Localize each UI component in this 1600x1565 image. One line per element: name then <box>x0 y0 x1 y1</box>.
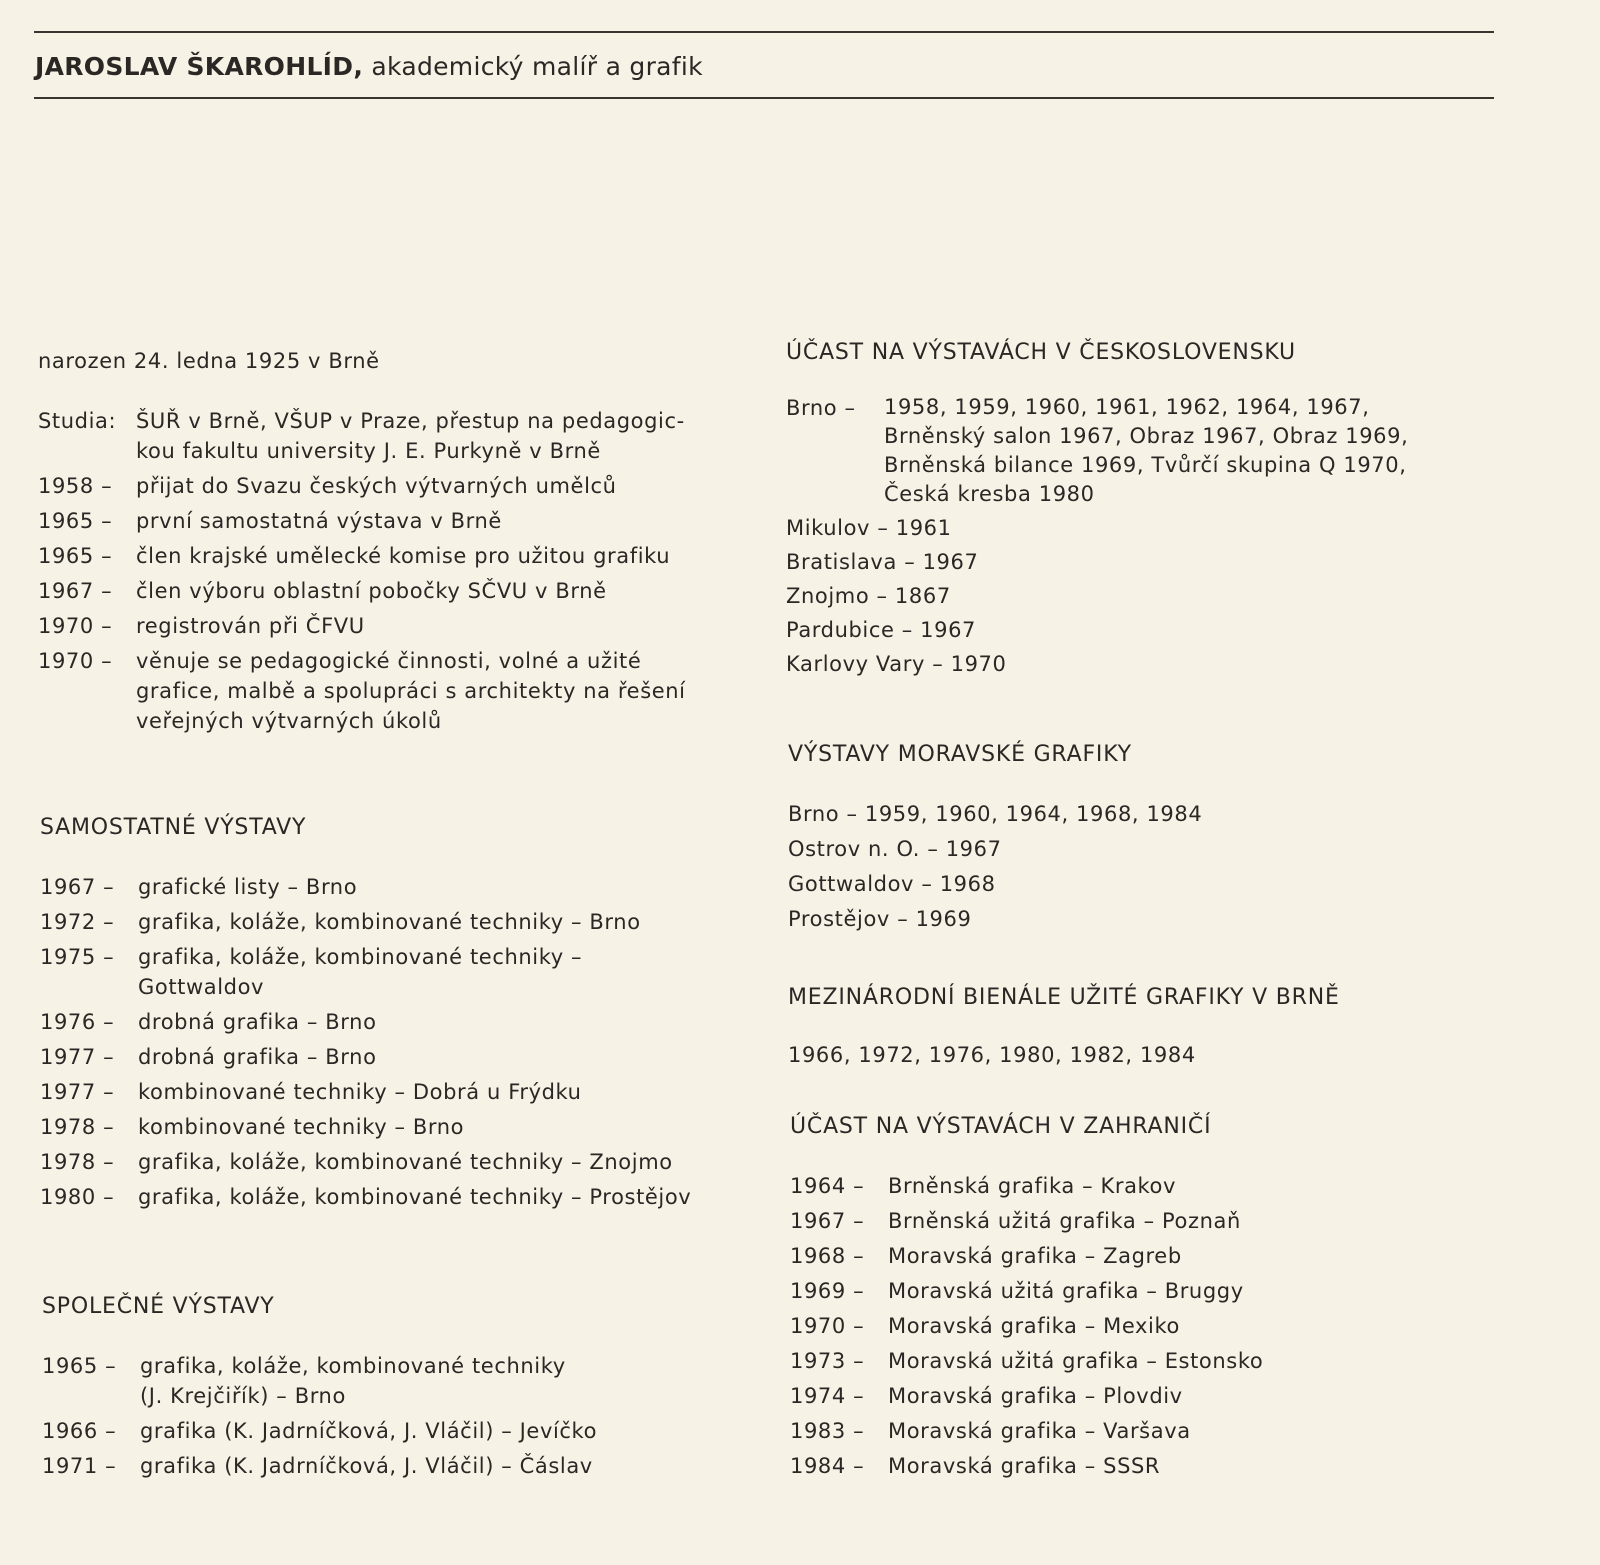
entry-list <box>786 393 1408 679</box>
entry-text <box>788 869 996 899</box>
entry-line: Brněnský salon 1967, Obraz 1967, Obraz 1969, <box>884 424 1409 448</box>
entry-list <box>788 799 1202 934</box>
entry-line: Moravská užitá grafika – Estonsko <box>888 1349 1264 1373</box>
entry-text <box>138 1147 673 1177</box>
entry-line: grafice, malbě a spolupráci s architekty na řešení <box>136 679 686 703</box>
entry-line: Moravská grafika – Plovdiv <box>888 1384 1183 1408</box>
entry-text <box>788 834 1002 864</box>
entry-year: 1970 – <box>38 649 113 673</box>
list-item <box>40 1077 691 1107</box>
list-item <box>40 872 691 902</box>
list-item <box>790 1276 1263 1306</box>
entry-year: 1966 – <box>42 1419 117 1443</box>
entry-line: grafika (K. Jadrníčková, J. Vláčil) – Čáslav <box>140 1454 593 1478</box>
studies-label: Studia: <box>38 409 117 433</box>
entry-text <box>786 616 976 645</box>
list-item <box>790 1381 1263 1411</box>
entry-text <box>888 1311 1180 1341</box>
entry-text <box>136 611 365 641</box>
list-item <box>786 514 1408 543</box>
section-heading: SPOLEČNÉ VÝSTAVY <box>42 1294 275 1319</box>
bio-section <box>38 346 686 741</box>
entry-text <box>136 646 686 736</box>
entry-text <box>888 1381 1183 1411</box>
entry-line: Moravská grafika – Zagreb <box>888 1244 1182 1268</box>
list-item <box>786 616 1408 645</box>
entry-line: 1966, 1972, 1976, 1980, 1982, 1984 <box>788 1043 1196 1067</box>
entry-line: Gottwaldov <box>138 975 265 999</box>
list-item <box>38 471 686 501</box>
entry-line: drobná grafika – Brno <box>138 1010 377 1034</box>
list-item <box>786 393 1408 509</box>
entry-line: Brněnská grafika – Krakov <box>888 1174 1177 1198</box>
entry-year: 1977 – <box>40 1080 115 1104</box>
entry-year: 1965 – <box>38 509 113 533</box>
studies-text <box>136 406 685 466</box>
entry-year: 1971 – <box>42 1454 117 1478</box>
entry-line: přijat do Svazu českých výtvarných umělců <box>136 474 617 498</box>
cs-section <box>786 340 1408 684</box>
entry-text <box>888 1276 1244 1306</box>
entry-text <box>888 1416 1191 1446</box>
entry-line: člen krajské umělecké komise pro užitou grafiku <box>136 544 671 568</box>
list-item <box>790 1311 1263 1341</box>
entry-line: Brněnská užitá grafika – Poznaň <box>888 1209 1241 1233</box>
entry-year: 1973 – <box>790 1349 865 1373</box>
entry-line: kombinované techniky – Dobrá u Frýdku <box>138 1080 582 1104</box>
entry-text <box>888 1241 1182 1271</box>
entry-text <box>786 514 952 543</box>
list-item <box>42 1451 597 1481</box>
entry-year: 1968 – <box>790 1244 865 1268</box>
bottom-rule <box>34 97 1494 99</box>
entry-line: věnuje se pedagogické činnosti, volné a užité <box>136 649 642 673</box>
entry-year: 1965 – <box>42 1354 117 1378</box>
entry-year: 1972 – <box>40 910 115 934</box>
group-section <box>42 1294 597 1486</box>
entry-line: Prostějov – 1969 <box>788 907 972 931</box>
entry-text <box>138 1077 582 1107</box>
list-item <box>40 1042 691 1072</box>
entry-year: 1974 – <box>790 1384 865 1408</box>
list-item <box>38 611 686 641</box>
list-item <box>40 1147 691 1177</box>
entry-text <box>888 1171 1176 1201</box>
studies-row <box>38 406 686 466</box>
entry-line: Gottwaldov – 1968 <box>788 872 996 896</box>
entry-line: grafické listy – Brno <box>138 875 358 899</box>
entry-line: kombinované techniky – Brno <box>138 1115 465 1139</box>
list-item <box>38 506 686 536</box>
entry-list <box>788 1040 1340 1070</box>
entry-year: 1970 – <box>790 1314 865 1338</box>
entry-line: veřejných výtvarných úkolů <box>136 709 442 733</box>
entry-year: 1984 – <box>790 1454 865 1478</box>
entry-text <box>136 471 617 501</box>
entry-year: 1967 – <box>40 875 115 899</box>
solo-section <box>40 815 691 1217</box>
list-item <box>790 1171 1263 1201</box>
entry-line: grafika (K. Jadrníčková, J. Vláčil) – Jevíčko <box>140 1419 598 1443</box>
entry-line: člen výboru oblastní pobočky SČVU v Brně <box>136 579 607 603</box>
list-item <box>40 1112 691 1142</box>
entry-list <box>38 471 686 736</box>
top-rule <box>34 31 1494 33</box>
section-heading: SAMOSTATNÉ VÝSTAVY <box>40 815 307 840</box>
entry-text <box>788 799 1202 829</box>
list-item <box>40 1182 691 1212</box>
entry-text <box>138 942 582 1002</box>
entry-line: grafika, koláže, kombinované techniky – Znojmo <box>138 1150 673 1174</box>
artist-subtitle: akademický malíř a grafik <box>371 52 703 81</box>
list-item <box>790 1451 1263 1481</box>
abroad-section <box>790 1114 1263 1486</box>
entry-text <box>888 1206 1241 1236</box>
born-line <box>38 346 686 376</box>
entry-line: Karlovy Vary – 1970 <box>786 652 1007 676</box>
section-heading: MEZINÁRODNÍ BIENÁLE UŽITÉ GRAFIKY V BRNĚ <box>788 985 1340 1010</box>
entry-line: Mikulov – 1961 <box>786 516 952 540</box>
section-heading: VÝSTAVY MORAVSKÉ GRAFIKY <box>788 742 1132 767</box>
entry-year: 1977 – <box>40 1045 115 1069</box>
born-text: narozen 24. ledna 1925 v Brně <box>38 349 380 373</box>
list-item <box>38 646 686 736</box>
entry-line: Moravská grafika – Varšava <box>888 1419 1191 1443</box>
entry-text <box>788 904 971 934</box>
entry-year: 1964 – <box>790 1174 865 1198</box>
entry-line: grafika, koláže, kombinované techniky – <box>138 945 583 969</box>
entry-text <box>136 576 607 606</box>
entry-list <box>40 872 691 1212</box>
entry-text <box>138 872 357 902</box>
entry-line: první samostatná výstava v Brně <box>136 509 502 533</box>
entry-line: Moravská grafika – Mexiko <box>888 1314 1180 1338</box>
list-item <box>40 907 691 937</box>
entry-text <box>136 541 670 571</box>
list-item <box>788 869 1202 899</box>
entry-year: 1970 – <box>38 614 113 638</box>
entry-text <box>140 1451 593 1481</box>
page-title <box>35 52 703 81</box>
entry-text <box>140 1351 566 1411</box>
entry-list <box>42 1351 597 1481</box>
entry-line: Brno – 1959, 1960, 1964, 1968, 1984 <box>788 802 1203 826</box>
list-item <box>790 1241 1263 1271</box>
entry-line: grafika, koláže, kombinované techniky <box>140 1354 566 1378</box>
entry-list <box>790 1171 1263 1481</box>
list-item <box>788 799 1202 829</box>
entry-text <box>786 582 951 611</box>
entry-year: 1978 – <box>40 1150 115 1174</box>
entry-line: Znojmo – 1867 <box>786 584 951 608</box>
entry-year: 1978 – <box>40 1115 115 1139</box>
list-item <box>786 650 1408 679</box>
entry-line: Pardubice – 1967 <box>786 618 977 642</box>
entry-text <box>888 1451 1160 1481</box>
entry-line: (J. Krejčiřík) – Brno <box>140 1384 346 1408</box>
entry-line: grafika, koláže, kombinované techniky – Brno <box>138 910 641 934</box>
list-item <box>42 1416 597 1446</box>
entry-line: registrován při ČFVU <box>136 614 365 638</box>
entry-text <box>138 1042 377 1072</box>
entry-text <box>788 1040 1196 1070</box>
entry-year: 1969 – <box>790 1279 865 1303</box>
entry-line: grafika, koláže, kombinované techniky – Prostějov <box>138 1185 692 1209</box>
list-item <box>788 834 1202 864</box>
list-item <box>40 1007 691 1037</box>
entry-text <box>136 506 502 536</box>
entry-text <box>138 1112 464 1142</box>
list-item <box>786 548 1408 577</box>
entry-text <box>884 393 1408 509</box>
biennale-section <box>788 985 1340 1075</box>
list-item <box>38 576 686 606</box>
entry-year: 1975 – <box>40 945 115 969</box>
list-item <box>38 541 686 571</box>
entry-line: Česká kresba 1980 <box>884 482 1095 506</box>
entry-year: 1983 – <box>790 1419 865 1443</box>
list-item <box>788 1040 1340 1070</box>
list-item <box>790 1416 1263 1446</box>
moravian-section <box>788 742 1202 939</box>
entry-year: 1967 – <box>790 1209 865 1233</box>
entry-text <box>140 1416 597 1446</box>
list-item <box>788 904 1202 934</box>
entry-year: 1980 – <box>40 1185 115 1209</box>
entry-text <box>786 650 1006 679</box>
entry-year: 1976 – <box>40 1010 115 1034</box>
entry-year: Brno – <box>786 396 856 420</box>
entry-line: 1958, 1959, 1960, 1961, 1962, 1964, 1967, <box>884 395 1370 419</box>
studies-line: ŠUŘ v Brně, VŠUP v Praze, přestup na pedagogic- <box>136 409 685 433</box>
list-item <box>40 942 691 1002</box>
entry-text <box>138 1007 377 1037</box>
section-heading: ÚČAST NA VÝSTAVÁCH V ČESKOSLOVENSKU <box>786 340 1296 365</box>
entry-line: drobná grafika – Brno <box>138 1045 377 1069</box>
list-item <box>42 1351 597 1411</box>
section-heading: ÚČAST NA VÝSTAVÁCH V ZAHRANIČÍ <box>790 1114 1212 1139</box>
entry-line: Moravská užitá grafika – Bruggy <box>888 1279 1244 1303</box>
entry-text <box>138 907 641 937</box>
entry-year: 1967 – <box>38 579 113 603</box>
entry-line: Ostrov n. O. – 1967 <box>788 837 1002 861</box>
entry-year: 1958 – <box>38 474 113 498</box>
entry-text <box>786 548 978 577</box>
list-item <box>786 582 1408 611</box>
entry-line: Brněnská bilance 1969, Tvůrčí skupina Q 1970, <box>884 453 1407 477</box>
entry-line: Bratislava – 1967 <box>786 550 979 574</box>
studies-line: kou fakultu university J. E. Purkyně v Brně <box>136 439 601 463</box>
list-item <box>790 1346 1263 1376</box>
list-item <box>790 1206 1263 1236</box>
artist-name: JAROSLAV ŠKAROHLÍD, <box>35 52 364 81</box>
entry-year: 1965 – <box>38 544 113 568</box>
entry-line: Moravská grafika – SSSR <box>888 1454 1161 1478</box>
entry-text <box>138 1182 691 1212</box>
entry-text <box>888 1346 1263 1376</box>
